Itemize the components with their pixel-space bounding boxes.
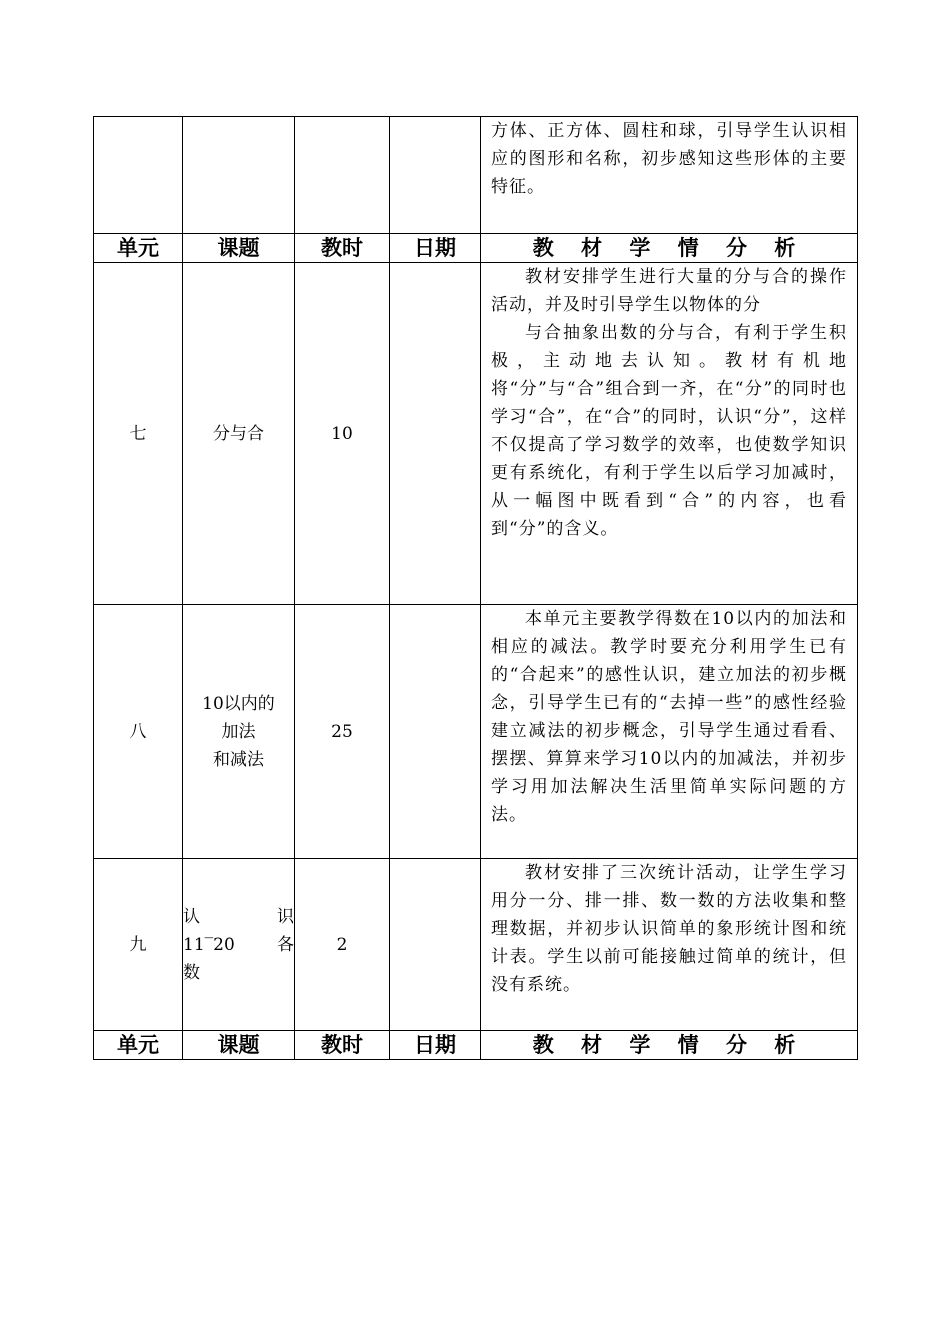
unit-cell: 八 xyxy=(94,605,183,859)
hours-cell xyxy=(295,117,390,234)
hours-cell: 2 xyxy=(295,859,390,1031)
header-analysis: 教 材 学 情 分 析 xyxy=(481,234,858,263)
analysis-paragraph: 本单元主要教学得数在10以内的加法和相应的减法。教学时要充分利用学生已有的“合起来”的感性认识，建立加法的初步概念，引导学生已有的“去掉一些”的感性经验建立减法的初步概念，引导学生通过看看、摆摆、算算来学习10以内的加减法，并初步学习用加法解决生活里简单实际问题的方法。 xyxy=(491,609,847,825)
table-row xyxy=(94,263,858,605)
header-topic: 课题 xyxy=(183,234,295,263)
header-date: 日期 xyxy=(390,1031,481,1060)
unit-cell: 七 xyxy=(94,263,183,605)
table-header-row xyxy=(94,234,858,263)
header-analysis: 教 材 学 情 分 析 xyxy=(481,1031,858,1060)
topic-line: 11‾20 各 xyxy=(183,934,294,955)
unit-cell: 九 xyxy=(94,859,183,1031)
header-unit: 单元 xyxy=(94,234,183,263)
hours-cell: 25 xyxy=(295,605,390,859)
unit-cell xyxy=(94,117,183,234)
analysis-paragraph: 与合抽象出数的分与合，有利于学生积极，主动地去认知。教材有机地将“分”与“合”组合到一齐，在“分”的同时也学习“合”，在“合”的同时，认识“分”，这样不仅提高了学习数学的效率，也使数学知识更有系统化，有利于学生以后学习加减时，从一幅图中既看到“合”的内容，也看到“分”的含义。 xyxy=(491,323,847,539)
topic-line: 数 xyxy=(183,962,200,983)
header-date: 日期 xyxy=(390,234,481,263)
header-topic: 课题 xyxy=(183,1031,295,1060)
header-unit: 单元 xyxy=(94,1031,183,1060)
topic-cell xyxy=(183,605,295,859)
topic-cell xyxy=(183,859,295,1031)
hours-cell: 10 xyxy=(295,263,390,605)
topic-line: 10以内的 xyxy=(202,693,275,714)
date-cell xyxy=(390,859,481,1031)
table-row xyxy=(94,117,858,234)
analysis-paragraph: 教材安排学生进行大量的分与合的操作活动，并及时引导学生以物体的分 xyxy=(491,267,847,315)
table-header-row xyxy=(94,1031,858,1060)
analysis-cell xyxy=(481,605,858,859)
analysis-cell xyxy=(481,859,858,1031)
topic-cell xyxy=(183,263,295,605)
topic-line: 分与合 xyxy=(213,423,264,444)
topic-cell xyxy=(183,117,295,234)
date-cell xyxy=(390,117,481,234)
table-row xyxy=(94,605,858,859)
analysis-text: 方体、正方体、圆柱和球，引导学生认识相应的图形和名称，初步感知这些形体的主要特征。 xyxy=(491,121,847,197)
analysis-cell xyxy=(481,117,858,234)
analysis-paragraph: 教材安排了三次统计活动，让学生学习用分一分、排一排、数一数的方法收集和整理数据，并初步认识简单的象形统计图和统计表。学生以前可能接触过简单的统计，但没有系统。 xyxy=(491,863,847,995)
header-hours: 教时 xyxy=(295,234,390,263)
topic-line: 和减法 xyxy=(213,749,264,770)
table-row xyxy=(94,859,858,1031)
date-cell xyxy=(390,263,481,605)
topic-line: 加法 xyxy=(221,721,256,742)
topic-line: 认 识 xyxy=(183,906,294,927)
header-hours: 教时 xyxy=(295,1031,390,1060)
teaching-plan-table xyxy=(93,116,858,1060)
date-cell xyxy=(390,605,481,859)
analysis-cell xyxy=(481,263,858,605)
